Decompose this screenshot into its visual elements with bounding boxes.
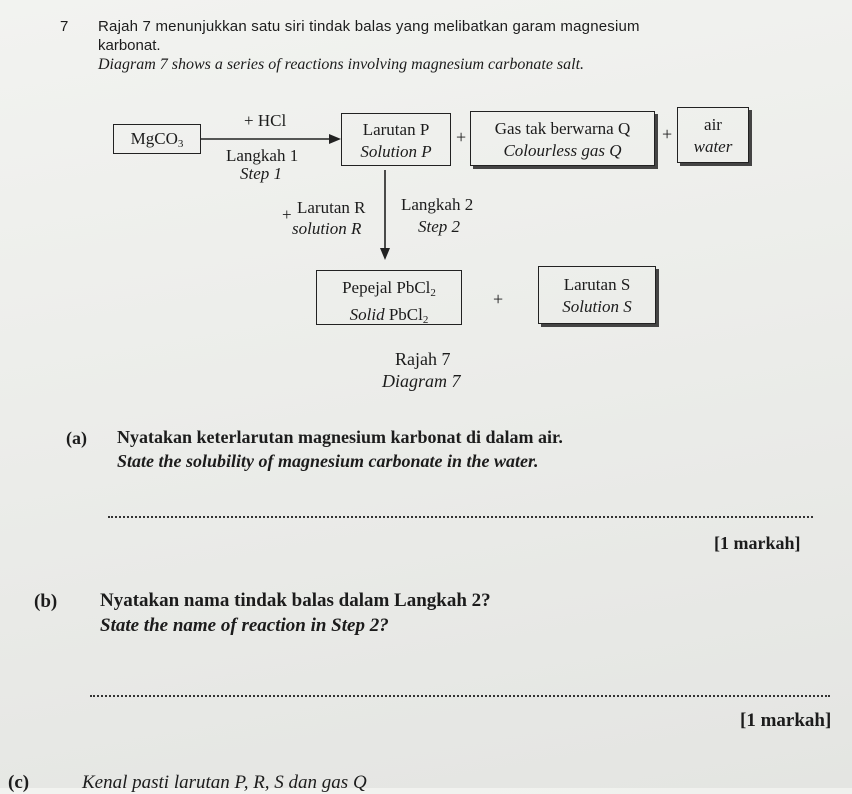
part-a-answer-line[interactable] [108,516,813,518]
step2-reagent-malay: Larutan R [297,198,366,217]
part-a-question-malay: Nyatakan keterlarutan magnesium karbonat di dalam air. [117,427,563,447]
step1-arrow [201,132,341,146]
water-box [677,107,749,163]
part-b-answer-line[interactable] [90,695,830,697]
diagram-caption-malay: Rajah 7 [395,349,451,369]
mgco3-subscript: 3 [177,138,184,150]
solution-s-english: Solution S [562,297,632,316]
step1-label-malay: Langkah 1 [226,146,299,165]
intro-english: Diagram 7 shows a series of reactions involving magnesium carbonate salt. [98,56,585,73]
plus-sign-3: + [493,289,504,309]
step2-label-malay: Langkah 2 [401,195,474,214]
gas-q-english: Colourless gas Q [503,141,622,160]
solid-pbcl2-english: Solid PbCl$_2$ [349,305,429,326]
step2-reagent-english: solution R [292,219,362,238]
water-english: water [693,137,733,156]
part-c-question-malay: Kenal pasti larutan P, R, S dan gas Q [82,772,367,793]
intro-malay-line2: karbonat. [98,37,161,54]
plus-sign-2: + [662,124,673,144]
part-b-label: (b) [34,591,58,612]
part-b-question-english: State the name of reaction in Step 2? [100,615,389,636]
gas-q-malay: Gas tak berwarna Q [494,119,631,138]
solid-pbcl2-box [316,270,462,325]
solution-p-malay: Larutan P [362,120,430,139]
step2-label-english: Step 2 [418,217,461,236]
intro-malay-line1: Rajah 7 menunjukkan satu siri tindak balas yang melibatkan garam magnesium [98,18,640,35]
step1-label-english: Step 1 [240,164,283,183]
part-b-question-malay: Nyatakan nama tindak balas dalam Langkah 2? [100,590,491,611]
step2-plus: + [282,205,292,224]
solution-p-english: Solution P [360,142,432,161]
mgco3-box [113,124,201,154]
mgco3-formula: MgCO [130,129,178,148]
diagram-caption-english: Diagram 7 [382,371,461,391]
part-b-marks: [1 markah] [740,710,832,731]
solution-p-box [341,113,451,166]
step1-reagent: + HCl [244,111,287,130]
solution-s-malay: Larutan S [563,275,631,294]
water-malay: air [704,115,722,134]
solution-s-box [538,266,656,324]
part-a-marks: [1 markah] [714,533,801,553]
plus-sign-1: + [456,127,467,147]
gas-q-box [470,111,655,166]
solid-pbcl2-malay: Pepejal PbCl$_2$ [342,278,436,299]
step2-arrow [378,170,392,260]
part-a-question-english: State the solubility of magnesium carbonate in the water. [117,451,539,471]
part-a-label: (a) [66,428,87,448]
part-c-label: (c) [8,772,30,793]
question-number: 7 [60,18,69,35]
